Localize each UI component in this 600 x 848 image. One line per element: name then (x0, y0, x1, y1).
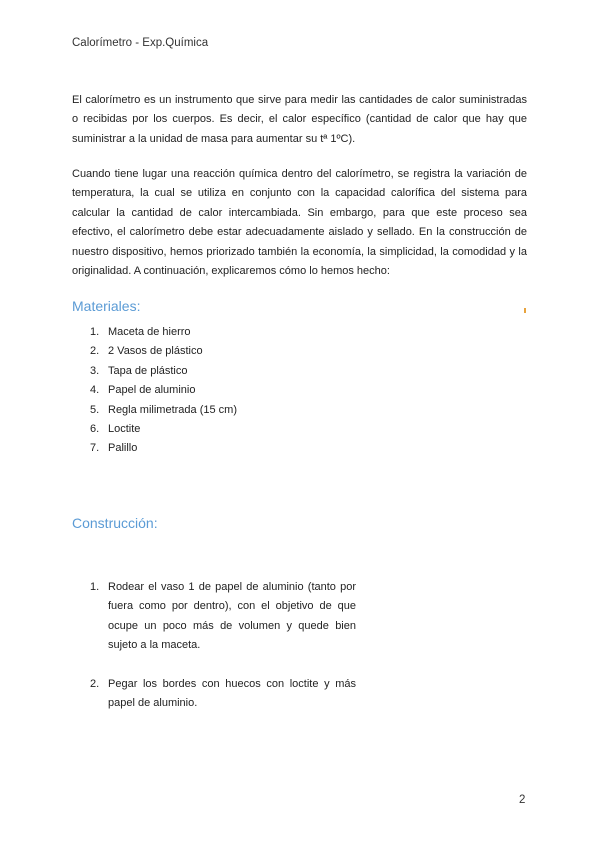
construction-step (90, 578, 356, 656)
page-number: 2 (519, 794, 526, 806)
list-item-text: Papel de aluminio (108, 384, 196, 397)
materials-heading: Materiales: (72, 298, 141, 314)
list-item-text: Tapa de plástico (108, 364, 188, 377)
materials-list-item (90, 420, 237, 439)
materials-list-item (90, 439, 237, 458)
list-item-text: Regla milimetrada (15 cm) (108, 403, 237, 416)
intro-paragraph-1: El calorímetro es un instrumento que sirve para medir las cantidades de calor suministradas o recibidas por los cuerpos. Es decir, el calor específico (cantidad de calor que hay que suministrar a la unidad de masa para aumentar su tª 1ºC). (72, 94, 527, 145)
materials-list-item (90, 381, 237, 400)
list-number: 3. (90, 364, 100, 377)
step-number: 1. (90, 581, 100, 593)
intro-paragraph-2: Cuando tiene lugar una reacción química dentro del calorímetro, se registra la variación de temperatura, la cual se utiliza en conjunto con la capacidad calorífica del sistema para calcular la cantidad de calor intercambiada. Sin embargo, para que este proceso sea efectivo, el calorímetro debe estar adecuadamente aislado y sellado. En la construcción de nuestro dispositivo, hemos priorizado también la economía, la simplicidad, la comodidad y la originalidad. A continuación, explicaremos cómo lo hemos hecho: (72, 168, 527, 278)
list-number: 4. (90, 384, 100, 397)
construction-steps-list (90, 578, 356, 733)
materials-list-item (90, 401, 237, 420)
list-number: 7. (90, 442, 100, 455)
materials-list-item (90, 323, 237, 342)
list-number: 2. (90, 345, 100, 358)
step-text: Rodear el vaso 1 de papel de aluminio (tanto por fuera como por dentro), con el objetivo de que ocupe un poco más de volumen y quede bien sujeto a la maceta. (108, 581, 356, 652)
list-item-text: Maceta de hierro (108, 326, 191, 338)
materials-list-item (90, 342, 237, 361)
decorative-mark (524, 308, 526, 313)
list-item-text: Palillo (108, 442, 138, 455)
list-number: 1. (90, 326, 100, 338)
construction-step (90, 675, 356, 714)
list-number: 5. (90, 403, 100, 416)
list-item-text: 2 Vasos de plástico (108, 345, 203, 358)
materials-list (90, 323, 237, 459)
page-header-title: Calorímetro - Exp.Química (72, 37, 209, 49)
step-number: 2. (90, 678, 100, 691)
list-number: 6. (90, 422, 100, 435)
step-text: Pegar los bordes con huecos con loctite y más papel de aluminio. (108, 678, 356, 710)
materials-list-item (90, 362, 237, 381)
construction-heading: Construcción: (72, 515, 158, 531)
list-item-text: Loctite (108, 422, 141, 435)
